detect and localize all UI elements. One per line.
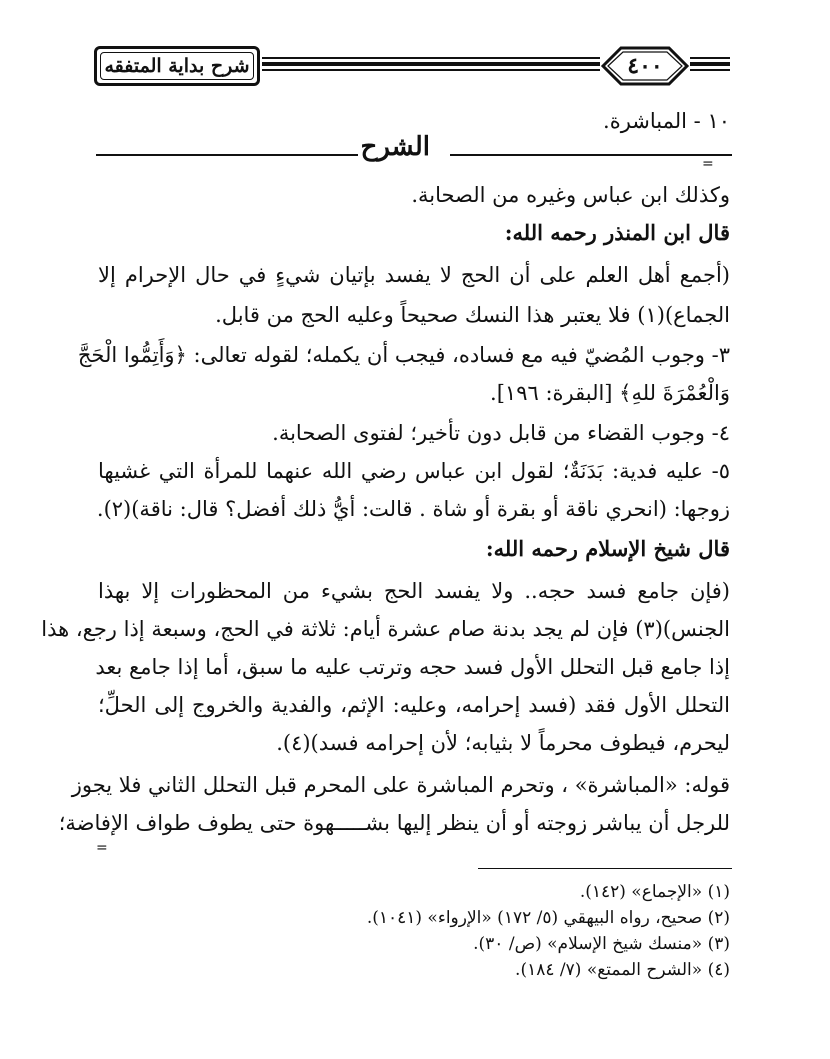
body-line-14: التحلل الأول فقد (فسد إحرامه، وعليه: الإثم، والفدية والخروج إلى الحلِّ؛: [98, 693, 730, 717]
body-line-16: قوله: «المباشرة» ، وتحرم المباشرة على المحرم قبل التحلل الثاني فلا يجوز: [71, 773, 730, 797]
body-line-3: (أجمع أهل العلم على أن الحج لا يفسد بإتيان شيءٍ في حال الإحرام إلا: [98, 263, 730, 287]
section-heading: الشرح: [360, 132, 430, 162]
header-ornament-lines-right: [690, 57, 730, 75]
book-title-frame: [94, 46, 260, 86]
body-line-2: قال ابن المنذر رحمه الله:: [504, 220, 730, 245]
body-line-17: للرجل أن يباشر زوجته أو أن ينظر إليها بشـــــهوة حتى يطوف طواف الإفاضة؛: [58, 811, 730, 835]
body-line-6: وَالْعُمْرَةَ للهِ﴾ [البقرة: ١٩٦].: [490, 381, 730, 405]
body-line-13: إذا جامع قبل التحلل الأول فسد حجه وترتب عليه ما سبق، أما إذا جامع بعد: [95, 655, 730, 679]
body-line-5: ٣- وجوب المُضيّ فيه مع فساده، فيجب أن يكمله؛ لقوله تعالى: ﴿وَأَتِمُّوا الْحَجَّ: [77, 343, 730, 367]
footnote-1: (١) «الإجماع» (١٤٢).: [579, 882, 730, 902]
body-line-1: وكذلك ابن عباس وغيره من الصحابة.: [411, 183, 730, 207]
heading-rule-right: [450, 154, 732, 156]
item-10: ١٠ - المباشرة.: [603, 109, 730, 133]
margin-mark-top: =: [702, 156, 714, 172]
body-line-12: الجنس)(٣) فإن لم يجد بدنة صام عشرة أيام: ثلاثة في الحج، وسبعة إذا رجع، هذا: [41, 617, 730, 641]
header-ornament-lines: [262, 57, 600, 75]
book-title: شرح بداية المتفقه: [104, 55, 250, 77]
footnote-separator: [478, 868, 732, 869]
body-line-7: ٤- وجوب القضاء من قابل دون تأخير؛ لفتوى الصحابة.: [272, 421, 730, 445]
body-line-15: ليحرم، فيطوف محرماً لا بثيابه؛ لأن إحرامه فسد)(٤).: [276, 731, 730, 755]
heading-rule-left: [96, 154, 358, 156]
footnote-3: (٣) «منسك شيخ الإسلام» (ص/ ٣٠).: [473, 934, 730, 954]
body-line-9: زوجها: (انحري ناقة أو بقرة أو شاة . قالت: أيُّ ذلك أفضل؟ قال: ناقة)(٢).: [96, 497, 730, 521]
body-line-4: الجماع)(١) فلا يعتبر هذا النسك صحيحاً وعليه الحج من قابل.: [215, 303, 730, 327]
page-number: ٤٠٠: [627, 53, 663, 79]
footnote-4: (٤) «الشرح الممتع» (٧/ ١٨٤).: [515, 960, 730, 980]
body-line-11: (فإن جامع فسد حجه.. ولا يفسد الحج بشيء من المحظورات إلا بهذا: [98, 579, 730, 603]
margin-mark-bottom: =: [96, 840, 108, 856]
body-line-10: قال شيخ الإسلام رحمه الله:: [485, 536, 730, 561]
page-number-badge: [597, 44, 693, 88]
body-line-8: ٥- عليه فدية: بَدَنَةٌ؛ لقول ابن عباس رضي الله عنهما للمرأة التي غشيها: [98, 459, 730, 483]
footnote-2: (٢) صحيح، رواه البيهقي (٥/ ١٧٢) «الإرواء» (١٠٤١).: [366, 908, 730, 928]
